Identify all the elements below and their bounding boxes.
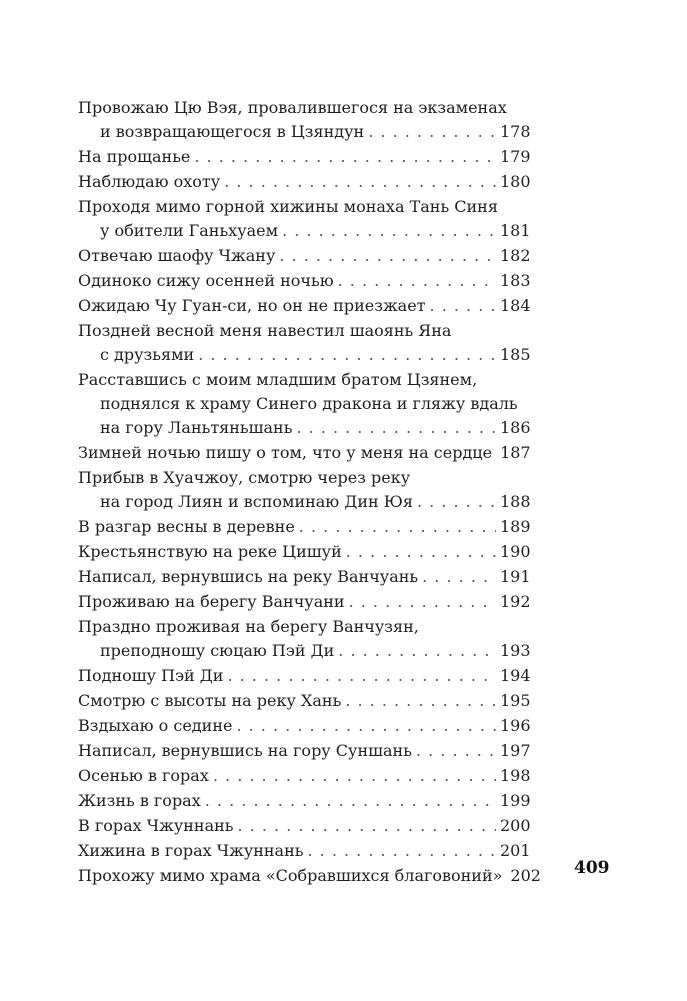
toc-entry-title-line: Одиноко сижу осенней ночью: [78, 271, 334, 290]
toc-entry: [78, 739, 531, 763]
toc-entry-title-line: Хижина в горах Чжуннань: [78, 841, 304, 860]
toc-entry-line: [78, 689, 531, 713]
toc-entry-line: [78, 343, 531, 367]
toc-entry-title-line: Ожидаю Чу Гуан-си, но он не приезжает: [78, 296, 426, 315]
toc-entry-title-line: Смотрю с высоты на реку Хань: [78, 691, 342, 710]
dot-leader: [198, 343, 496, 367]
toc-entry: [78, 466, 531, 514]
dot-leader: [345, 689, 496, 713]
toc-entry: [78, 294, 531, 318]
dot-leader: [296, 416, 496, 440]
dot-leader: [346, 540, 496, 564]
table-of-contents: [78, 96, 541, 888]
toc-entry-title-line: Проживаю на берегу Ванчуани: [78, 592, 345, 611]
toc-entry: [78, 145, 531, 169]
toc-entry-page: 199: [500, 791, 531, 810]
toc-entry-page: 194: [500, 666, 531, 685]
toc-entry-title-line: с друзьями: [100, 345, 195, 364]
toc-entry-page: 180: [500, 172, 531, 191]
toc-entry-line: [78, 244, 531, 268]
dot-leader: [338, 269, 496, 293]
toc-entry-title-line: поднялся к храму Синего дракона и гляжу вдаль: [100, 394, 518, 413]
toc-entry-title-line: Написал, вернувшись на реку Ванчуань: [78, 567, 419, 586]
toc-entry: [78, 96, 531, 144]
toc-entry-title-line: В разгар весны в деревне: [78, 517, 295, 536]
dot-leader: [205, 789, 496, 813]
toc-entry-line: [78, 764, 531, 788]
toc-entry: [78, 714, 531, 738]
toc-entry-page: 201: [500, 841, 531, 860]
toc-entry: [78, 789, 531, 813]
dot-leader: [368, 120, 496, 144]
toc-entry-title-line: Провожаю Цю Вэя, провалившегося на экзаменах: [78, 98, 507, 117]
dot-leader: [349, 590, 496, 614]
toc-entry-page: 183: [500, 271, 531, 290]
toc-entry-line: [78, 441, 531, 465]
dot-leader: [338, 639, 496, 663]
toc-entry-title-line: Отвечаю шаофу Чжану: [78, 246, 276, 265]
toc-entry-title-line: и возвращающегося в Цзяндун: [100, 122, 365, 141]
toc-entry: [78, 170, 531, 194]
toc-entry-page: 187: [500, 443, 531, 462]
toc-entry: [78, 839, 531, 863]
toc-entry-title-line: Прохожу мимо храма «Собравшихся благовоний»: [78, 866, 503, 885]
toc-entry-page: 197: [500, 741, 531, 760]
toc-entry: [78, 764, 531, 788]
toc-entry-line: [78, 590, 531, 614]
toc-entry-page: 198: [500, 766, 531, 785]
toc-entry: [78, 269, 531, 293]
dot-leader: [422, 565, 496, 589]
toc-entry-line: [78, 515, 531, 539]
toc-entry: [78, 689, 531, 713]
toc-entry: [78, 864, 541, 888]
toc-entry: [78, 515, 531, 539]
dot-leader: [213, 764, 496, 788]
toc-entry-line: [78, 540, 531, 564]
toc-entry-title-line: Прибыв в Хуачжоу, смотрю через реку: [78, 468, 411, 487]
toc-entry-line: [78, 416, 531, 440]
toc-entry: [78, 540, 531, 564]
toc-entry: [78, 565, 531, 589]
toc-entry-line: [78, 170, 531, 194]
toc-entry-title-line: Написал, вернувшись на гору Суншань: [78, 741, 412, 760]
dot-leader: [224, 170, 496, 194]
toc-entry-line: [78, 789, 531, 813]
toc-entry: [78, 319, 531, 367]
toc-entry-title-line: преподношу сюцаю Пэй Ди: [100, 641, 335, 660]
toc-entry-line: [78, 864, 541, 888]
toc-entry-page: 191: [500, 567, 531, 586]
toc-entry-title-line: Наблюдаю охоту: [78, 172, 221, 191]
toc-entry-page: 188: [500, 492, 531, 511]
toc-entry-line: [78, 739, 531, 763]
toc-entry-title-line: Осенью в горах: [78, 766, 209, 785]
toc-entry-title-line: Подношу Пэй Ди: [78, 666, 224, 685]
toc-entry-page: 184: [500, 296, 531, 315]
dot-leader: [236, 714, 496, 738]
toc-entry-title-line: На прощанье: [78, 147, 191, 166]
toc-entry-page: 189: [500, 517, 531, 536]
toc-entry-page: 193: [500, 641, 531, 660]
toc-entry-page: 182: [500, 246, 531, 265]
toc-entry-page: 192: [500, 592, 531, 611]
toc-entry-page: 181: [500, 221, 531, 240]
dot-leader: [238, 814, 497, 838]
toc-entry-line: [78, 145, 531, 169]
toc-entry: [78, 441, 531, 465]
toc-entry-title-line: Проходя мимо горной хижины монаха Тань Синя: [78, 197, 498, 216]
toc-entry-title-line: Вздыхаю о седине: [78, 716, 233, 735]
toc-entry-page: 200: [500, 816, 531, 835]
toc-entry-line: [78, 814, 531, 838]
toc-entry-title-line: Поздней весной меня навестил шаоянь Яна: [78, 321, 452, 340]
toc-entry-title-line: на город Лиян и вспоминаю Дин Юя: [100, 492, 413, 511]
dot-leader: [194, 145, 496, 169]
toc-entry-line: [78, 219, 531, 243]
toc-entry-line: [78, 664, 531, 688]
toc-entry: [78, 814, 531, 838]
toc-entry-title-line: Крестьянствую на реке Цишуй: [78, 542, 342, 561]
toc-entry-title-line: Жизнь в горах: [78, 791, 201, 810]
dot-leader: [417, 490, 496, 514]
toc-entry-title-line: Расставшись с моим младшим братом Цзянем,: [78, 370, 478, 389]
toc-entry-line: [78, 294, 531, 318]
toc-entry-line: [78, 839, 531, 863]
toc-entry-title-line: Зимней ночью пишу о том, что у меня на сердце: [78, 443, 493, 462]
dot-leader: [416, 739, 496, 763]
toc-entry-line: [78, 269, 531, 293]
toc-entry-title-line: на гору Ланьтяньшань: [100, 418, 293, 437]
toc-entry: [78, 195, 531, 243]
page-number: 409: [574, 858, 610, 878]
toc-entry-page: 202: [510, 866, 541, 885]
dot-leader: [307, 839, 496, 863]
toc-entry-page: 195: [500, 691, 531, 710]
toc-entry-page: 179: [500, 147, 531, 166]
dot-leader: [430, 294, 496, 318]
toc-entry: [78, 368, 531, 440]
toc-entry-page: 178: [500, 122, 531, 141]
toc-entry: [78, 590, 531, 614]
toc-entry-line: [78, 714, 531, 738]
toc-entry-page: 186: [500, 418, 531, 437]
toc-entry: [78, 615, 531, 663]
dot-leader: [279, 244, 496, 268]
toc-entry-line: [78, 120, 531, 144]
dot-leader: [227, 664, 496, 688]
toc-entry-title-line: В горах Чжуннань: [78, 816, 234, 835]
toc-entry: [78, 664, 531, 688]
toc-entry-title-line: Праздно проживая на берегу Ванчузян,: [78, 617, 419, 636]
toc-entry-line: [78, 490, 531, 514]
toc-entry-page: 185: [500, 345, 531, 364]
toc-entry-line: [78, 639, 531, 663]
toc-entry-page: 190: [500, 542, 531, 561]
dot-leader: [282, 219, 496, 243]
toc-entry-page: 196: [500, 716, 531, 735]
dot-leader: [299, 515, 496, 539]
toc-entry: [78, 244, 531, 268]
toc-entry-title-line: у обители Ганьхуаем: [100, 221, 279, 240]
toc-entry-line: [78, 565, 531, 589]
